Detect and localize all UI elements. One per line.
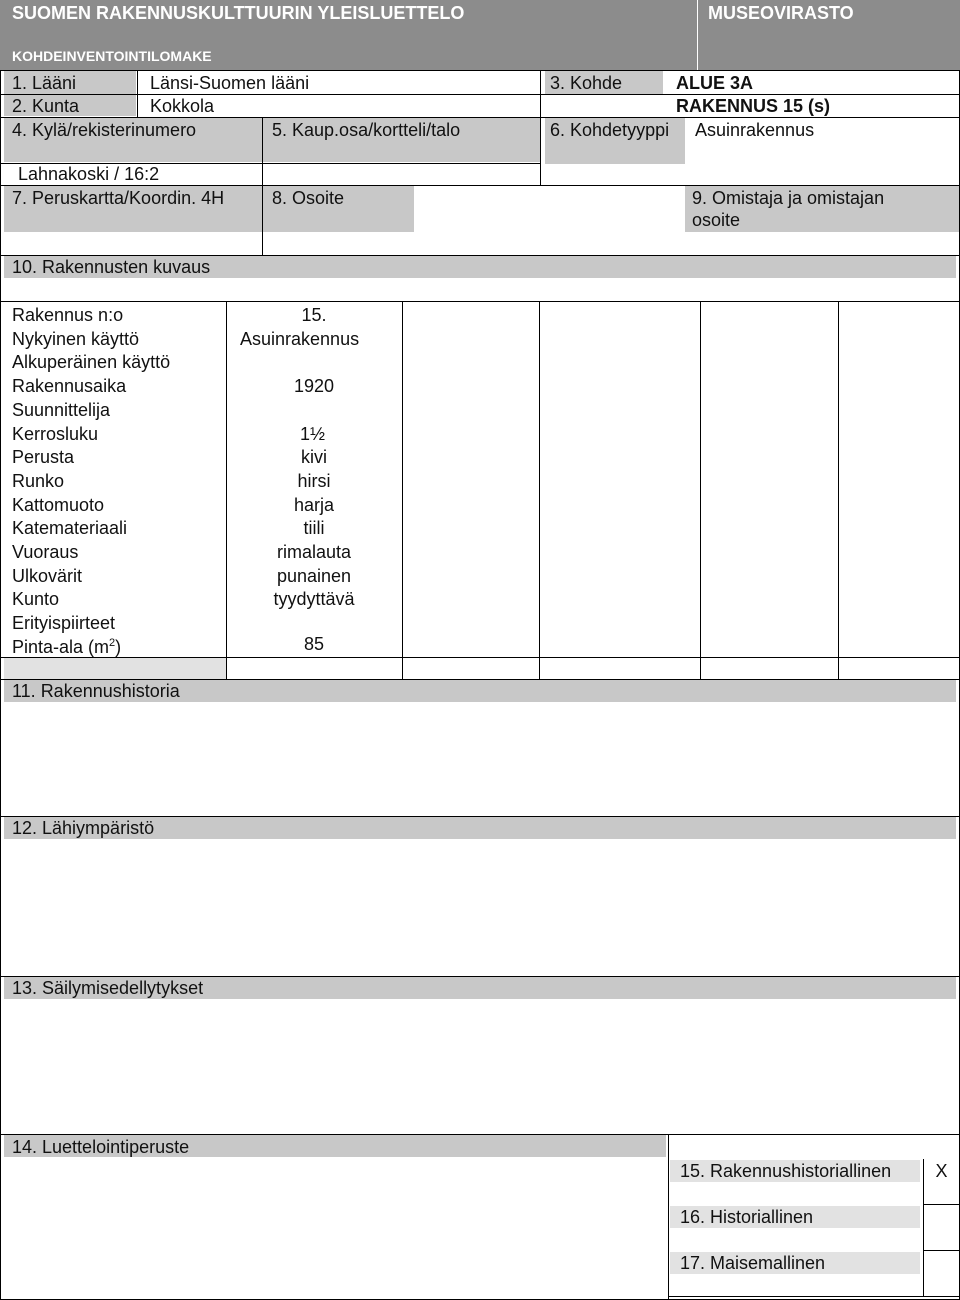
section-kuvaus-heading: 10. Rakennusten kuvaus [12,257,211,277]
peruskartta-label: 7. Peruskartta/Koordin. 4H [12,188,225,208]
laani-value: Länsi-Suomen lääni [150,73,310,93]
kohde-label: 3. Kohde [550,73,623,93]
section-lahiymparisto-heading: 12. Lähiympäristö [12,818,155,838]
section-sailyminen-heading: 13. Säilymisedellytykset [12,978,204,998]
section-peruste-heading: 14. Luettelointiperuste [12,1137,190,1157]
kuvaus-row-label: Kunto [12,589,60,610]
kohdetyyppi-label: 6. Kohdetyyppi [550,120,670,140]
criterion-label: 16. Historiallinen [680,1207,814,1227]
kuvaus-row-label: Perusta [12,447,75,468]
kuvaus-row-value: 1½ [300,423,326,444]
kunta-label: 2. Kunta [12,96,80,116]
kuvaus-row-label: Katemateriaali [12,518,128,539]
omistaja-label: 9. Omistaja ja omistajan osoite [692,188,885,230]
kuvaus-row-label [12,632,121,658]
kaupunginosa-label: 5. Kaup.osa/kortteli/talo [272,120,461,140]
kuvaus-row-value: hirsi [297,470,331,491]
kuvaus-row-label: Kattomuoto [12,494,105,515]
kyla-label: 4. Kylä/rekisterinumero [12,120,197,140]
area-value: 85 [303,634,325,654]
kuvaus-row-value: 15. [301,305,327,325]
kuvaus-row-label: Vuoraus [12,542,79,562]
osoite-label: 8. Osoite [272,188,345,208]
area-sup: 2 [109,637,116,649]
area-close: ) [115,637,122,657]
criterion-mark[interactable]: X [935,1161,948,1181]
kohdetyyppi-value: Asuinrakennus [695,120,815,140]
kuvaus-row-value: rimalauta [276,542,352,562]
kuvaus-row-value: harja [293,494,335,515]
kuvaus-row-label: Erityispiirteet [12,613,116,634]
kuvaus-row-label: Kerrosluku [12,423,99,444]
register-title: SUOMEN RAKENNUSKULTTUURIN YLEISLUETTELO [12,3,465,23]
form-name: KOHDEINVENTOINTILOMAKE [12,48,212,64]
criterion-label: 17. Maisemallinen [680,1253,826,1273]
area-label: Pinta-ala (m [12,637,110,657]
kuvaus-row-value: Asuinrakennus [240,328,360,349]
kuvaus-row-value: kivi [301,447,327,468]
laani-label: 1. Lääni [12,73,77,93]
kuvaus-row-label: Rakennus n:o [12,305,124,325]
agency-name: MUSEOVIRASTO [708,3,854,23]
kuvaus-row-label: Alkuperäinen käyttö [12,352,171,373]
kuvaus-row-label: Suunnittelija [12,399,111,420]
kyla-value: Lahnakoski / 16:2 [18,164,160,184]
kuvaus-row-value: 1920 [293,376,335,397]
kuvaus-row-label: Ulkovärit [12,565,83,586]
section-historia-heading: 11. Rakennushistoria [12,681,180,701]
kuvaus-row-value: punainen [276,565,352,586]
kuvaus-row-label: Nykyinen käyttö [12,328,140,349]
criterion-label: 15. Rakennushistoriallinen [680,1161,892,1181]
kohde-value-building: RAKENNUS 15 (s) [676,96,831,116]
kuvaus-row-label: Rakennusaika [12,376,127,397]
kunta-value: Kokkola [150,96,215,116]
kuvaus-row-value: tyydyttävä [273,589,355,610]
kohde-value-area: ALUE 3A [676,73,754,93]
kuvaus-row-value: tiili [303,518,325,539]
kuvaus-row-label: Runko [12,470,65,491]
